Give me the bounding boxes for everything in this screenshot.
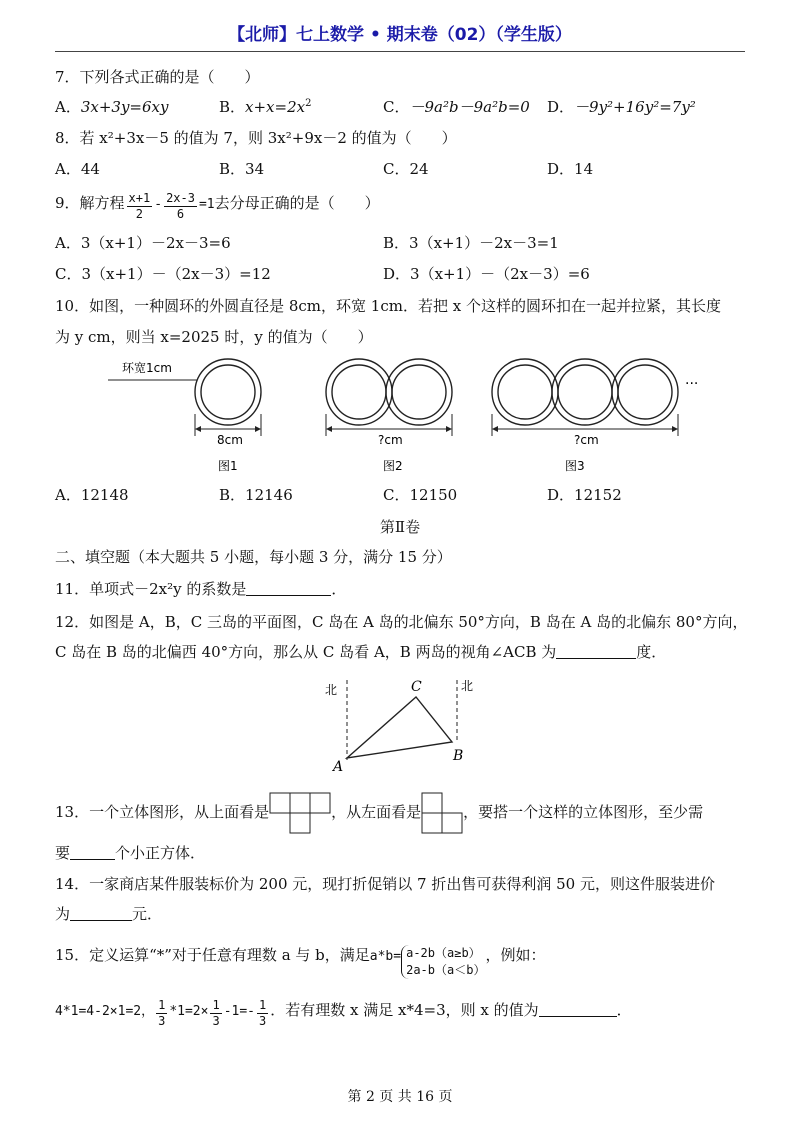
page-header: 【北师】七上数学 • 期末卷（02）（学生版） [228, 25, 572, 45]
q15-line2 [55, 998, 632, 1029]
q15-lhs: a*b= [369, 949, 402, 964]
q9-option-c: C．3（x+1）－（2x－3）=12 [55, 265, 271, 283]
q8-option-b: B．34 [219, 160, 265, 178]
q7-option-a [55, 96, 168, 117]
q7-option-d [547, 96, 696, 117]
q8-stem: 8．若 x²+3x－5 的值为 7，则 3x²+9x－2 的值为（ ） [55, 129, 457, 147]
q7-d-label: D． [547, 98, 575, 116]
q10-option-d: D．12152 [547, 486, 622, 504]
q13-line2-pre: 要 [55, 844, 71, 862]
q7-a-label: A． [55, 98, 81, 116]
point-b-label: B [453, 748, 464, 764]
q7-c-label: C． [383, 98, 410, 116]
q7-c-text: －9a²b－9a²b=0 [409, 98, 530, 116]
fig3-rings [492, 359, 678, 425]
q15-frac1-num: 1 [158, 998, 166, 1012]
q11-tail: ． [331, 580, 347, 598]
q7-b-text: x+x=2x [245, 98, 306, 116]
left-view-diagram [421, 792, 463, 834]
q15-post: ，例如： [485, 946, 546, 964]
q15-frac1-den: 3 [158, 1014, 166, 1028]
north-label-b: 北 [461, 679, 474, 693]
q7-option-b [219, 96, 311, 117]
fig3-dim-label: ?cm [574, 433, 599, 447]
q9-eq: =1 [198, 197, 215, 212]
q15-frac2-den: 3 [212, 1014, 220, 1028]
q12-line2-text: C 岛在 B 岛的北偏西 40°方向，那么从 C 岛看 A，B 两岛的视角∠ACB 为 [55, 643, 557, 661]
q10-line2: 为 y cm，则当 x=2025 时，y 的值为（ ） [55, 328, 373, 346]
q12-line1: 12．如图是 A，B，C 三岛的平面图，C 岛在 A 岛的北偏东 50°方向，B 岛在 A 岛的北偏东 80°方向， [55, 613, 748, 631]
q14-answer-blank[interactable] [70, 906, 132, 921]
header-divider [55, 51, 745, 52]
q7-b-label: B． [219, 98, 246, 116]
fig2-rings [326, 359, 452, 425]
q15-frac3-num: 1 [259, 998, 267, 1012]
north-label-a: 北 [325, 683, 338, 697]
q15-pre: 15．定义运算“*”对于任意有理数 a 与 b，满足 [55, 946, 370, 964]
q7-d-text: －9y²+16y²=7y² [574, 98, 696, 116]
q13-line2-post: 个小正方体． [115, 844, 206, 862]
q7-a-text: 3x+3y=6xy [80, 98, 169, 116]
q7-stem: 7．下列各式正确的是（ ） [55, 68, 260, 86]
q15-answer-blank[interactable] [539, 1002, 617, 1017]
q9-option-d: D．3（x+1）－（2x－3）=6 [383, 265, 590, 283]
point-c-label: C [411, 679, 422, 695]
q9-f1-den: 2 [135, 207, 143, 221]
q13-answer-blank[interactable] [70, 845, 115, 860]
q12-answer-blank[interactable] [556, 644, 636, 659]
q8-option-a: A．44 [55, 160, 100, 178]
q15-tail-end: ． [616, 1001, 632, 1019]
q12-island-diagram [315, 672, 515, 777]
q7-option-c [383, 96, 530, 117]
fig3-caption: 图3 [565, 459, 585, 473]
q9-option-b: B．3（x+1）－2x－3=1 [383, 234, 559, 252]
fig2-caption: 图2 [383, 459, 403, 473]
q10-option-a: A．12148 [55, 486, 129, 504]
q11-stem: 11．单项式－2x²y 的系数是 [55, 580, 247, 598]
q8-option-c: C．24 [383, 160, 429, 178]
point-a-label: A [333, 759, 344, 775]
q9-fraction-1 [127, 191, 153, 222]
q13-post: ，要搭一个这样的立体图形，至少需 [463, 803, 704, 821]
page-footer: 第 2 页 共 16 页 [347, 1089, 453, 1105]
q15-tail: ．若有理数 x 满足 x*4=3，则 x 的值为 [270, 1001, 539, 1019]
q10-ring-figures [100, 352, 720, 477]
part2-title: 第Ⅱ卷 [379, 518, 421, 536]
q9-prefix: 9．解方程 [55, 194, 125, 212]
q13-line2 [55, 842, 205, 863]
q11 [55, 578, 346, 599]
q15-case2: 2a-b（a＜b） [406, 963, 486, 977]
q15-frac3 [257, 998, 268, 1029]
q15-frac1 [156, 998, 167, 1029]
fig1-ring [195, 359, 261, 425]
q15-example2-mid: *1=2× [169, 1004, 209, 1019]
q9-stem [55, 191, 380, 222]
q15-line1 [55, 944, 545, 979]
q9-f2-num: 2x-3 [166, 191, 195, 205]
q15-case1: a-2b（a≥b） [406, 946, 481, 960]
q12-line2 [55, 641, 666, 662]
q10-line1: 10．如图，一种圆环的外圆直径是 8cm，环宽 1cm．若把 x 个这样的圆环扣在一起并拉紧，其长度 [55, 297, 721, 315]
fig2-dim-label: ?cm [378, 433, 403, 447]
q9-suffix: 去分母正确的是（ ） [214, 194, 380, 212]
q15-frac2 [210, 998, 221, 1029]
q11-answer-blank[interactable] [246, 581, 331, 596]
q14-line2-post: 元． [132, 905, 163, 923]
q9-fraction-2 [164, 191, 197, 222]
q13-mid: ，从左面看是 [331, 803, 422, 821]
q13-line1 [55, 792, 703, 834]
q14-line2 [55, 903, 162, 924]
q15-piecewise [401, 945, 485, 979]
q14-line2-pre: 为 [55, 905, 71, 923]
fig3-ellipsis: ··· [685, 376, 699, 392]
q13-pre: 13．一个立体图形，从上面看是 [55, 803, 270, 821]
top-view-diagram [269, 792, 331, 834]
q9-f1-num: x+1 [128, 191, 151, 205]
q14-line1: 14．一家商店某件服装标价为 200 元，现打折促销以 7 折出售可获得利润 50 元，则这件服装进价 [55, 875, 715, 893]
q8-option-d: D．14 [547, 160, 594, 178]
q15-frac3-den: 3 [259, 1014, 267, 1028]
q9-option-a: A．3（x+1）－2x－3=6 [55, 234, 231, 252]
fig1-dim-label: 8cm [217, 433, 243, 447]
q15-frac2-num: 1 [212, 998, 220, 1012]
fig1-caption: 图1 [218, 459, 238, 473]
q10-option-b: B．12146 [219, 486, 293, 504]
q15-example1: 4*1=4-2×1=2， [55, 1004, 155, 1019]
q10-option-c: C．12150 [383, 486, 458, 504]
fig1-ring-width-label: 环宽1cm [122, 361, 172, 375]
q9-f2-den: 6 [176, 207, 185, 221]
section2-heading: 二、填空题（本大题共 5 小题，每小题 3 分，满分 15 分） [55, 548, 452, 566]
q15-example2-mid2: -1=- [223, 1004, 256, 1019]
triangle-abc [347, 697, 452, 758]
q9-minus: - [154, 197, 163, 212]
q12-line2-tail: 度． [636, 643, 667, 661]
q7-b-sup: 2 [305, 98, 312, 109]
